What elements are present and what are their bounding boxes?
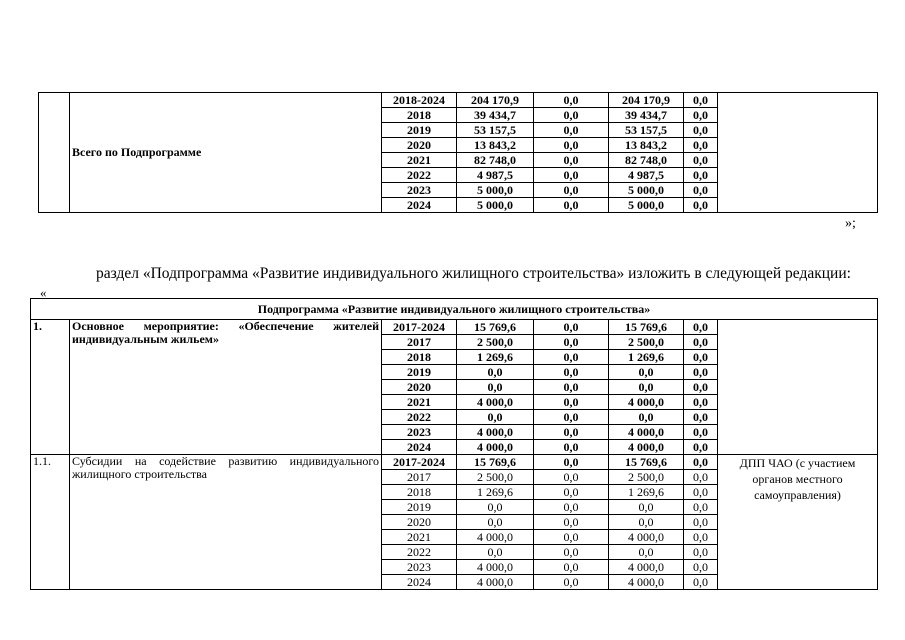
year-cell: 2017 (382, 470, 457, 485)
value-cell: 0,0 (684, 515, 718, 530)
value-cell: 15 769,6 (609, 320, 684, 335)
value-cell: 4 000,0 (609, 440, 684, 455)
value-cell: 0,0 (684, 395, 718, 410)
year-cell: 2022 (382, 545, 457, 560)
year-cell: 2021 (382, 530, 457, 545)
value-cell: 0,0 (684, 350, 718, 365)
value-cell: 0,0 (534, 153, 609, 168)
value-cell: 0,0 (684, 168, 718, 183)
value-cell: 0,0 (684, 530, 718, 545)
value-cell: 0,0 (534, 485, 609, 500)
value-cell: 0,0 (534, 425, 609, 440)
value-cell: 0,0 (534, 350, 609, 365)
year-cell: 2024 (382, 440, 457, 455)
value-cell: 0,0 (684, 153, 718, 168)
value-cell: 0,0 (684, 365, 718, 380)
year-cell: 2022 (382, 410, 457, 425)
value-cell: 0,0 (534, 455, 609, 470)
value-cell: 0,0 (534, 440, 609, 455)
value-cell: 0,0 (534, 395, 609, 410)
value-cell: 5 000,0 (609, 183, 684, 198)
total-cell: 0,0 (457, 380, 534, 395)
total-cell: 15 769,6 (457, 320, 534, 335)
value-cell: 0,0 (534, 380, 609, 395)
responsible-cell (718, 320, 878, 455)
value-cell: 0,0 (534, 335, 609, 350)
year-cell: 2018 (382, 108, 457, 123)
responsible-cell (718, 93, 878, 213)
year-cell: 2023 (382, 425, 457, 440)
value-cell: 0,0 (609, 500, 684, 515)
total-cell: 13 843,2 (457, 138, 534, 153)
value-cell: 0,0 (684, 575, 718, 590)
value-cell: 0,0 (684, 138, 718, 153)
total-cell: 39 434,7 (457, 108, 534, 123)
value-cell: 0,0 (534, 123, 609, 138)
year-cell: 2023 (382, 560, 457, 575)
total-cell: 0,0 (457, 500, 534, 515)
value-cell: 2 500,0 (609, 335, 684, 350)
total-cell: 4 000,0 (457, 530, 534, 545)
subprogram-header: Подпрограмма «Развитие индивидуального жилищного строительства» (31, 299, 878, 320)
total-cell: 4 000,0 (457, 560, 534, 575)
year-cell: 2017 (382, 335, 457, 350)
value-cell: 0,0 (534, 108, 609, 123)
total-cell: 2 500,0 (457, 470, 534, 485)
value-cell: 0,0 (684, 320, 718, 335)
total-cell: 2 500,0 (457, 335, 534, 350)
value-cell: 0,0 (684, 380, 718, 395)
total-cell: 15 769,6 (457, 455, 534, 470)
value-cell: 0,0 (534, 168, 609, 183)
value-cell: 0,0 (684, 335, 718, 350)
value-cell: 2 500,0 (609, 470, 684, 485)
row-number-cell (39, 93, 70, 213)
intro-paragraph: раздел «Подпрограмма «Развитие индивидуального жилищного строительства» изложить в следующей редакции: (96, 265, 851, 282)
value-cell: 4 000,0 (609, 425, 684, 440)
value-cell: 0,0 (534, 515, 609, 530)
value-cell: 204 170,9 (609, 93, 684, 108)
year-cell: 2018-2024 (382, 93, 457, 108)
value-cell: 0,0 (534, 545, 609, 560)
value-cell: 0,0 (609, 410, 684, 425)
responsible-cell: ДПП ЧАО (с участием органов местного самоуправления) (718, 455, 878, 590)
value-cell: 53 157,5 (609, 123, 684, 138)
value-cell: 0,0 (534, 410, 609, 425)
value-cell: 5 000,0 (609, 198, 684, 213)
value-cell: 0,0 (534, 198, 609, 213)
value-cell: 0,0 (684, 500, 718, 515)
value-cell: 0,0 (609, 545, 684, 560)
value-cell: 0,0 (684, 440, 718, 455)
year-cell: 2019 (382, 123, 457, 138)
value-cell: 1 269,6 (609, 350, 684, 365)
value-cell: 0,0 (534, 365, 609, 380)
sub-activity-label: Субсидии на содействие развитию индивидуального жилищного строительства (70, 455, 382, 590)
year-cell: 2024 (382, 575, 457, 590)
value-cell: 0,0 (534, 138, 609, 153)
total-cell: 5 000,0 (457, 198, 534, 213)
table-row (31, 320, 878, 335)
value-cell: 0,0 (534, 575, 609, 590)
year-cell: 2024 (382, 198, 457, 213)
value-cell: 0,0 (684, 560, 718, 575)
year-cell: 2018 (382, 350, 457, 365)
value-cell: 0,0 (534, 183, 609, 198)
activity-number: 1. (31, 320, 70, 455)
value-cell: 0,0 (684, 425, 718, 440)
total-cell: 0,0 (457, 365, 534, 380)
year-cell: 2023 (382, 183, 457, 198)
total-cell: 4 000,0 (457, 395, 534, 410)
value-cell: 0,0 (684, 93, 718, 108)
total-cell: 0,0 (457, 545, 534, 560)
total-cell: 4 000,0 (457, 425, 534, 440)
total-table (38, 92, 878, 213)
year-cell: 2020 (382, 138, 457, 153)
year-cell: 2020 (382, 380, 457, 395)
total-cell: 53 157,5 (457, 123, 534, 138)
total-cell: 4 987,5 (457, 168, 534, 183)
value-cell: 4 000,0 (609, 560, 684, 575)
value-cell: 0,0 (609, 365, 684, 380)
year-cell: 2020 (382, 515, 457, 530)
value-cell: 13 843,2 (609, 138, 684, 153)
value-cell: 0,0 (534, 93, 609, 108)
value-cell: 0,0 (684, 108, 718, 123)
total-cell: 5 000,0 (457, 183, 534, 198)
total-cell: 4 000,0 (457, 575, 534, 590)
total-cell: 1 269,6 (457, 485, 534, 500)
value-cell: 0,0 (609, 380, 684, 395)
total-cell: 0,0 (457, 410, 534, 425)
total-cell: 0,0 (457, 515, 534, 530)
year-cell: 2019 (382, 500, 457, 515)
year-cell: 2021 (382, 153, 457, 168)
total-cell: 4 000,0 (457, 440, 534, 455)
value-cell: 39 434,7 (609, 108, 684, 123)
value-cell: 0,0 (609, 515, 684, 530)
subprogram-table (30, 298, 878, 590)
value-cell: 0,0 (684, 545, 718, 560)
value-cell: 0,0 (534, 530, 609, 545)
value-cell: 0,0 (684, 198, 718, 213)
total-cell: 1 269,6 (457, 350, 534, 365)
value-cell: 0,0 (684, 123, 718, 138)
total-cell: 204 170,9 (457, 93, 534, 108)
year-cell: 2017-2024 (382, 320, 457, 335)
value-cell: 0,0 (684, 455, 718, 470)
year-cell: 2022 (382, 168, 457, 183)
total-label: Всего по Подпрограмме (70, 93, 382, 213)
value-cell: 0,0 (684, 183, 718, 198)
year-cell: 2018 (382, 485, 457, 500)
value-cell: 1 269,6 (609, 485, 684, 500)
value-cell: 0,0 (534, 500, 609, 515)
value-cell: 4 000,0 (609, 530, 684, 545)
value-cell: 0,0 (684, 470, 718, 485)
value-cell: 0,0 (684, 410, 718, 425)
year-cell: 2017-2024 (382, 455, 457, 470)
value-cell: 82 748,0 (609, 153, 684, 168)
total-cell: 82 748,0 (457, 153, 534, 168)
year-cell: 2021 (382, 395, 457, 410)
value-cell: 0,0 (534, 320, 609, 335)
value-cell: 0,0 (684, 485, 718, 500)
table-row (39, 93, 878, 108)
value-cell: 0,0 (534, 560, 609, 575)
value-cell: 4 987,5 (609, 168, 684, 183)
activity-number: 1.1. (31, 455, 70, 590)
closing-quote: »; (845, 216, 856, 231)
main-activity-label: Основное мероприятие: «Обеспечение жителей индивидуальным жильем» (70, 320, 382, 455)
table-row (31, 455, 878, 470)
value-cell: 0,0 (534, 470, 609, 485)
value-cell: 4 000,0 (609, 395, 684, 410)
opening-quote: « (40, 285, 47, 300)
value-cell: 15 769,6 (609, 455, 684, 470)
value-cell: 4 000,0 (609, 575, 684, 590)
year-cell: 2019 (382, 365, 457, 380)
